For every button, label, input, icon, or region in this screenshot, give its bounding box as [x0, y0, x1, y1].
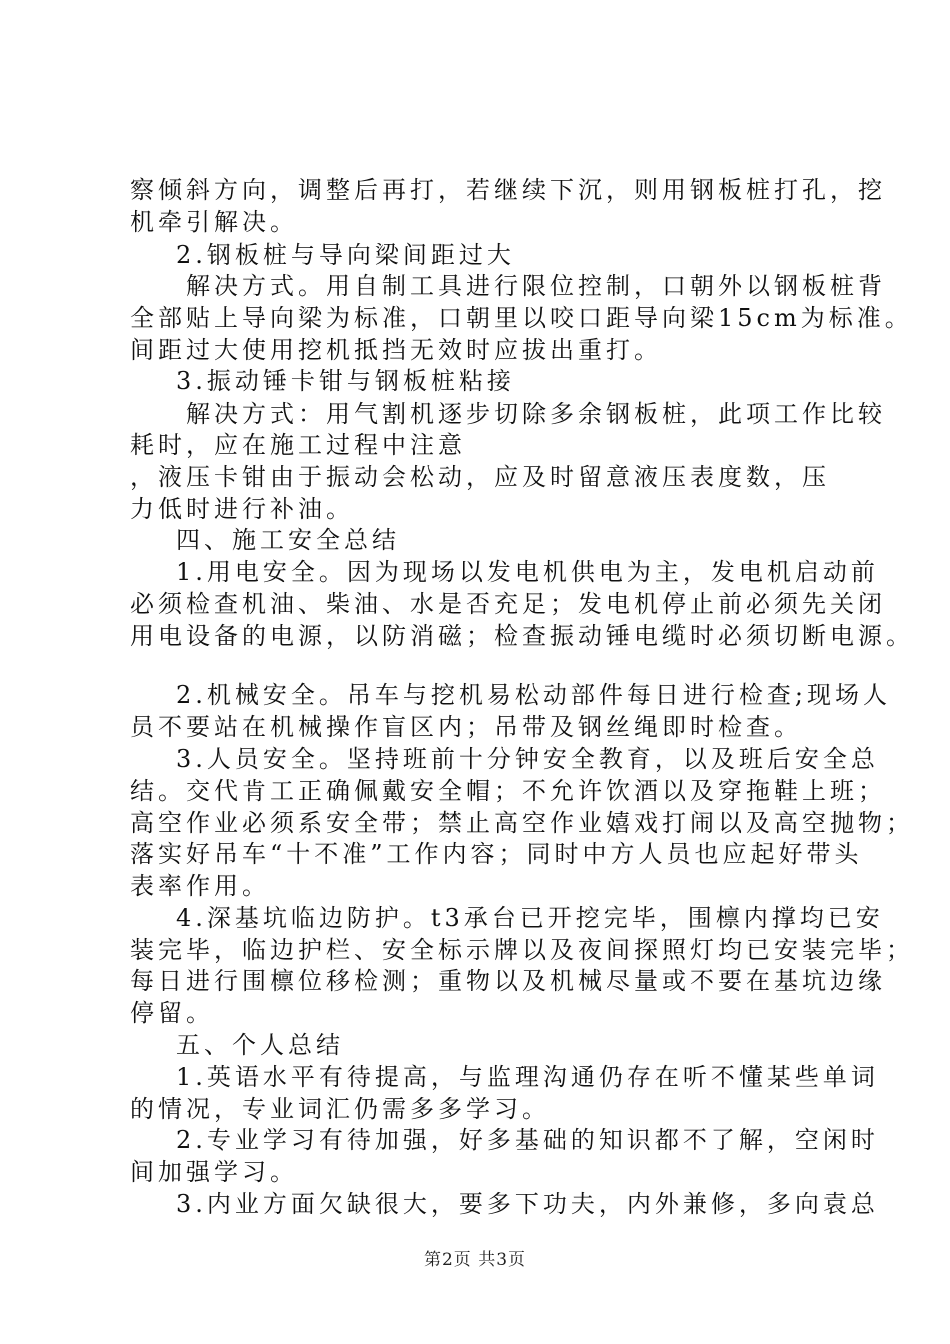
text-line: ，液压卡钳由于振动会松动，应及时留意液压表度数，压 [130, 463, 830, 491]
text-line: 2.机械安全。吊车与挖机易松动部件每日进行检查;现场人 [176, 681, 891, 709]
text-line: 2.专业学习有待加强，好多基础的知识都不了解，空闲时 [176, 1126, 879, 1154]
text-line: 每日进行围檩位移检测；重物以及机械尽量或不要在基坑边缘 [130, 967, 886, 995]
text-line: 高空作业必须系安全带；禁止高空作业嬉戏打闹以及高空抛物； [130, 809, 914, 837]
page-number-footer: 第2页 共3页 [423, 1250, 527, 1270]
text-line: 2.钢板桩与导向梁间距过大 [176, 241, 515, 269]
text-line: 3.振动锤卡钳与钢板桩粘接 [176, 367, 515, 395]
text-line: 3.内业方面欠缺很大，要多下功夫，内外兼修，多向袁总 [176, 1190, 879, 1218]
text-line: 4.深基坑临边防护。t3承台已开挖完毕，围檩内撑均已安 [176, 904, 884, 932]
text-line: 全部贴上导向梁为标准，口朝里以咬口距导向梁15cm为标准。 [130, 304, 913, 332]
text-line: 结。交代肯工正确佩戴安全帽；不允许饮酒以及穿拖鞋上班； [130, 777, 886, 805]
text-line: 察倾斜方向，调整后再打，若继续下沉，则用钢板桩打孔，挖 [130, 176, 886, 204]
text-line: 3.人员安全。坚持班前十分钟安全教育，以及班后安全总 [176, 745, 879, 773]
text-line: 表率作用。 [130, 872, 270, 900]
text-line: 必须检查机油、柴油、水是否充足；发电机停止前必须先关闭 [130, 590, 886, 618]
text-line: 机牵引解决。 [130, 208, 298, 236]
text-line: 用电设备的电源，以防消磁；检查振动锤电缆时必须切断电源。 [130, 622, 914, 650]
text-line: 耗时，应在施工过程中注意 [130, 431, 466, 459]
text-line: 力低时进行补油。 [130, 495, 354, 523]
text-line: 解决方式。用自制工具进行限位控制，口朝外以钢板桩背 [186, 272, 886, 300]
text-line: 1.用电安全。因为现场以发电机供电为主，发电机启动前 [176, 558, 879, 586]
text-line: 员不要站在机械操作盲区内；吊带及钢丝绳即时检查。 [130, 713, 802, 741]
text-line: 间加强学习。 [130, 1158, 298, 1186]
section-heading: 五、个人总结 [176, 1031, 344, 1059]
text-line: 1.英语水平有待提高，与监理沟通仍存在听不懂某些单词 [176, 1063, 879, 1091]
text-line: 装完毕，临边护栏、安全标示牌以及夜间探照灯均已安装完毕； [130, 936, 914, 964]
text-line: 间距过大使用挖机抵挡无效时应拔出重打。 [130, 336, 662, 364]
text-line: 解决方式：用气割机逐步切除多余钢板桩，此项工作比较 [186, 400, 886, 428]
section-heading: 四、施工安全总结 [176, 526, 400, 554]
text-line: 的情况，专业词汇仍需多多学习。 [130, 1095, 550, 1123]
text-line: 停留。 [130, 999, 214, 1027]
text-line: 落实好吊车“十不准”工作内容；同时中方人员也应起好带头 [130, 840, 863, 868]
